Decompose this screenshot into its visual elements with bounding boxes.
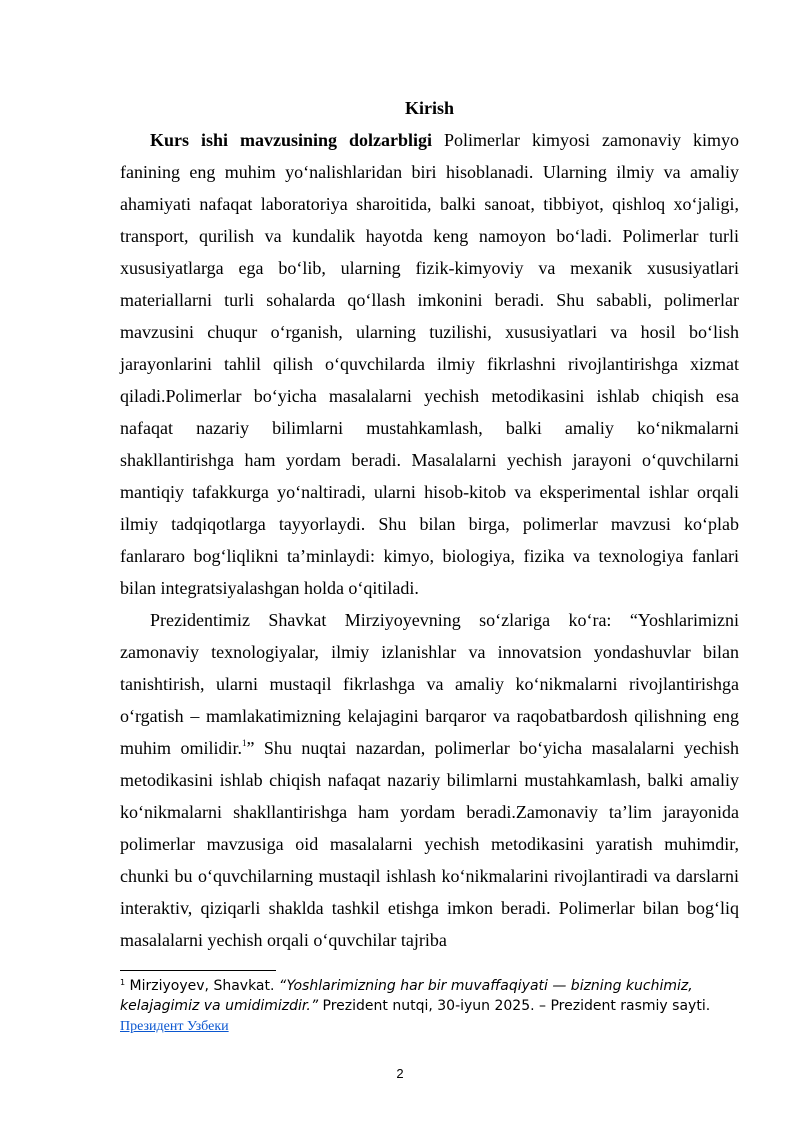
footnote (120, 976, 720, 1037)
section-heading: Kirish (404, 98, 454, 118)
footnote-title: “Yoshlarimizning har bir muvaffaqiyati — bizning kuchimiz, kelajagimiz va umidimizdir.” (120, 978, 693, 1014)
footnote-author: Mirziyoyev, Shavkat. (125, 978, 279, 994)
footnote-source: Prezident nutqi, 30-iyun 2025. – Prezident rasmiy sayti. (318, 998, 711, 1014)
quote-text: Prezidentimiz Shavkat Mirziyoyevning so‘zlariga ko‘ra: “Yoshlarimizni zamonaviy texnologiyalar, ilmiy izlanishlar va innovatsion yondashuvlar bilan tanishtirish, ularni mustaqil fikrlashga va amaliy ko‘nikmalarni rivojlantirishga o‘rgatish – mamlakatimizning kelajagini barqaror va raqobatbardosh qilishning eng muhim omilidir. (120, 610, 739, 758)
footnote-separator (120, 970, 276, 971)
paragraph-relevance (120, 124, 739, 604)
quote-continuation: ” Shu nuqtai nazardan, polimerlar bo‘yicha masalalarni yechish metodikasini ishlab chiqish nafaqat nazariy bilimlarni mustahkamlash, balki amaliy ko‘nikmalarni shakllantirishga ham yordam beradi.Zamonaviy ta’lim jarayonida polimerlar mavzusiga oid masalalarni yechish metodikasini yaratish muhimdir, chunki bu o‘quvchilarning mustaqil ishlash ko‘nikmalarini rivojlantiradi va darslarni interaktiv, qiziqarli shaklda tashkil etishga imkon beradi. Polimerlar bilan bog‘liq masalalarni yechish orqali o‘quvchilar tajriba (120, 738, 739, 950)
footnote-reference[interactable]: 1 (241, 738, 247, 748)
footnote-number: 1 (120, 978, 126, 987)
paragraph-president-quote (120, 604, 739, 956)
relevance-lead: Kurs ishi mavzusining dolzarbligi (150, 130, 433, 150)
relevance-text: Polimerlar kimyosi zamonaviy kimyo fanining eng muhim yo‘nalishlaridan biri hisoblanadi. Ularning ilmiy va amaliy ahamiyati nafaqat laboratoriya sharoitida, balki sanoat, tibbiyot, qishloq xo‘jaligi, transport, qurilish va kundalik hayotda keng namoyon bo‘ladi. Polimerlar turli xususiyatlarga ega bo‘lib, ularning fizik-kimyoviy va mexanik xususiyatlari materiallarni turli sohalarda qo‘llash imkonini beradi. Shu sababli, polimerlar mavzusini chuqur o‘rganish, ularning tuzilishi, xususiyatlari va hosil bo‘lish jarayonlarini tahlil qilish o‘quvchilarda ilmiy fikrlashni rivojlantirishga xizmat qiladi.Polimerlar bo‘yicha masalalarni yechish metodikasini ishlab chiqish esa nafaqat nazariy bilimlarni mustahkamlash, balki amaliy ko‘nikmalarni shakllantirishga ham yordam beradi. Masalalarni yechish jarayoni o‘quvchilarni mantiqiy tafakkurga yo‘naltiradi, ularni hisob-kitob va eksperimental ishlar orqali ilmiy tadqiqotlarga tayyorlaydi. Shu bilan birga, polimerlar mavzusi ko‘plab fanlararo bog‘liqlikni ta’minlaydi: kimyo, biologiya, fizika va texnologiya fanlari bilan integratsiyalashgan holda o‘qitiladi. (120, 130, 739, 598)
page-number: 2 (396, 1066, 404, 1081)
page-body (120, 96, 739, 956)
footnote-link[interactable]: Президент Узбеки (120, 1019, 229, 1034)
